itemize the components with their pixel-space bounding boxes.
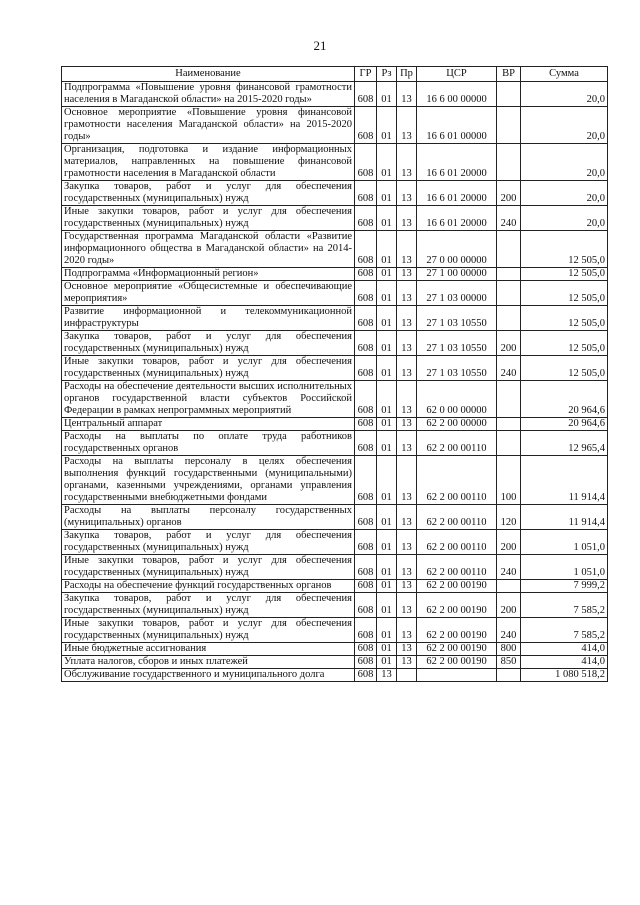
cell-rz: 01 (377, 206, 397, 231)
cell-gr: 608 (355, 306, 377, 331)
cell-rz: 01 (377, 356, 397, 381)
table-row (62, 505, 608, 530)
cell-gr: 608 (355, 580, 377, 593)
cell-csr: 62 2 00 00110 (417, 456, 497, 505)
cell-vr (497, 418, 521, 431)
header-csr: ЦСР (417, 67, 497, 82)
cell-name: Расходы на выплаты персоналу в целях обеспечения выполнения функций государственными (муниципальными) органами, казенными учреждениями, органами управления государственными внебюджетными фондами (62, 456, 355, 505)
cell-csr: 62 2 00 00190 (417, 618, 497, 643)
cell-name: Уплата налогов, сборов и иных платежей (62, 656, 355, 669)
cell-pr: 13 (397, 268, 417, 281)
cell-gr: 608 (355, 656, 377, 669)
cell-rz: 01 (377, 82, 397, 107)
cell-rz: 01 (377, 618, 397, 643)
table-row (62, 643, 608, 656)
cell-name: Центральный аппарат (62, 418, 355, 431)
table-row (62, 418, 608, 431)
cell-gr: 608 (355, 281, 377, 306)
cell-pr: 13 (397, 593, 417, 618)
cell-rz: 01 (377, 331, 397, 356)
cell-rz: 01 (377, 643, 397, 656)
cell-vr (497, 306, 521, 331)
table-body (62, 82, 608, 682)
cell-csr: 16 6 01 00000 (417, 107, 497, 144)
cell-csr: 62 2 00 00190 (417, 593, 497, 618)
header-gr: ГР (355, 67, 377, 82)
cell-name: Иные закупки товаров, работ и услуг для обеспечения государственных (муниципальных) нужд (62, 206, 355, 231)
cell-csr: 27 1 03 10550 (417, 356, 497, 381)
cell-sum: 7 585,2 (521, 593, 608, 618)
cell-sum: 12 505,0 (521, 306, 608, 331)
cell-name: Иные закупки товаров, работ и услуг для обеспечения государственных (муниципальных) нужд (62, 356, 355, 381)
cell-vr: 800 (497, 643, 521, 656)
cell-sum: 414,0 (521, 643, 608, 656)
cell-csr: 62 2 00 00000 (417, 418, 497, 431)
cell-sum: 1 080 518,2 (521, 669, 608, 682)
cell-vr (497, 669, 521, 682)
cell-gr: 608 (355, 456, 377, 505)
cell-pr: 13 (397, 181, 417, 206)
cell-sum: 12 505,0 (521, 231, 608, 268)
cell-pr: 13 (397, 381, 417, 418)
cell-csr: 27 1 03 10550 (417, 306, 497, 331)
cell-name: Закупка товаров, работ и услуг для обеспечения государственных (муниципальных) нужд (62, 530, 355, 555)
cell-vr: 120 (497, 505, 521, 530)
table-row (62, 181, 608, 206)
cell-vr: 200 (497, 331, 521, 356)
cell-vr: 100 (497, 456, 521, 505)
cell-vr (497, 82, 521, 107)
cell-pr: 13 (397, 431, 417, 456)
cell-csr: 62 2 00 00110 (417, 431, 497, 456)
cell-sum: 1 051,0 (521, 555, 608, 580)
cell-pr: 13 (397, 530, 417, 555)
cell-csr: 62 2 00 00190 (417, 643, 497, 656)
cell-rz: 01 (377, 181, 397, 206)
cell-name: Иные бюджетные ассигнования (62, 643, 355, 656)
cell-csr: 27 1 00 00000 (417, 268, 497, 281)
cell-rz: 01 (377, 281, 397, 306)
cell-gr: 608 (355, 505, 377, 530)
cell-pr (397, 669, 417, 682)
cell-pr: 13 (397, 206, 417, 231)
cell-sum: 7 999,2 (521, 580, 608, 593)
cell-csr: 62 2 00 00190 (417, 580, 497, 593)
cell-sum: 12 505,0 (521, 268, 608, 281)
cell-vr (497, 268, 521, 281)
table-row (62, 206, 608, 231)
cell-name: Закупка товаров, работ и услуг для обеспечения государственных (муниципальных) нужд (62, 593, 355, 618)
cell-vr: 850 (497, 656, 521, 669)
table-row (62, 231, 608, 268)
header-rz: Рз (377, 67, 397, 82)
cell-gr: 608 (355, 418, 377, 431)
cell-sum: 12 505,0 (521, 281, 608, 306)
cell-sum: 11 914,4 (521, 505, 608, 530)
cell-name: Государственная программа Магаданской области «Развитие информационного общества в Магаданской области» на 2014-2020 годы» (62, 231, 355, 268)
cell-rz: 01 (377, 580, 397, 593)
cell-csr: 27 1 03 10550 (417, 331, 497, 356)
table-row (62, 356, 608, 381)
cell-name: Подпрограмма «Повышение уровня финансовой грамотности населения в Магаданской области» на 2015-2020 годы» (62, 82, 355, 107)
cell-sum: 414,0 (521, 656, 608, 669)
table-row (62, 107, 608, 144)
cell-gr: 608 (355, 643, 377, 656)
cell-gr: 608 (355, 618, 377, 643)
cell-sum: 12 505,0 (521, 356, 608, 381)
cell-vr: 240 (497, 555, 521, 580)
cell-rz: 01 (377, 555, 397, 580)
cell-sum: 12 505,0 (521, 331, 608, 356)
cell-gr: 608 (355, 144, 377, 181)
table-row (62, 431, 608, 456)
cell-pr: 13 (397, 555, 417, 580)
cell-vr (497, 381, 521, 418)
cell-csr: 62 0 00 00000 (417, 381, 497, 418)
cell-vr (497, 281, 521, 306)
cell-csr: 62 2 00 00110 (417, 505, 497, 530)
cell-pr: 13 (397, 107, 417, 144)
cell-pr: 13 (397, 580, 417, 593)
cell-pr: 13 (397, 456, 417, 505)
cell-vr (497, 144, 521, 181)
cell-vr (497, 231, 521, 268)
table-row (62, 144, 608, 181)
cell-sum: 20,0 (521, 144, 608, 181)
table-row (62, 656, 608, 669)
cell-name: Закупка товаров, работ и услуг для обеспечения государственных (муниципальных) нужд (62, 331, 355, 356)
table-row (62, 268, 608, 281)
cell-name: Расходы на обеспечение деятельности высших исполнительных органов государственной власти субъектов Российской Федерации в рамках непрограммных мероприятий (62, 381, 355, 418)
cell-csr: 16 6 01 20000 (417, 181, 497, 206)
table-row (62, 593, 608, 618)
cell-csr: 62 2 00 00110 (417, 530, 497, 555)
header-name: Наименование (62, 67, 355, 82)
header-sum: Сумма (521, 67, 608, 82)
cell-vr: 200 (497, 530, 521, 555)
cell-rz: 01 (377, 381, 397, 418)
cell-rz: 01 (377, 144, 397, 181)
cell-vr: 240 (497, 206, 521, 231)
header-vr: ВР (497, 67, 521, 82)
cell-vr (497, 580, 521, 593)
cell-rz: 01 (377, 231, 397, 268)
cell-pr: 13 (397, 505, 417, 530)
cell-sum: 20,0 (521, 107, 608, 144)
cell-name: Расходы на выплаты персоналу государственных (муниципальных) органов (62, 505, 355, 530)
cell-csr: 62 2 00 00190 (417, 656, 497, 669)
cell-name: Организация, подготовка и издание информационных материалов, направленных на повышение финансовой грамотности населения в Магаданской области (62, 144, 355, 181)
page-number: 21 (313, 38, 327, 53)
cell-gr: 608 (355, 206, 377, 231)
cell-gr: 608 (355, 356, 377, 381)
cell-vr (497, 431, 521, 456)
cell-csr: 16 6 01 20000 (417, 206, 497, 231)
cell-gr: 608 (355, 107, 377, 144)
cell-vr: 240 (497, 356, 521, 381)
cell-pr: 13 (397, 356, 417, 381)
cell-sum: 12 965,4 (521, 431, 608, 456)
cell-gr: 608 (355, 268, 377, 281)
cell-pr: 13 (397, 144, 417, 181)
cell-sum: 20,0 (521, 82, 608, 107)
cell-gr: 608 (355, 669, 377, 682)
cell-sum: 20 964,6 (521, 418, 608, 431)
cell-name: Закупка товаров, работ и услуг для обеспечения государственных (муниципальных) нужд (62, 181, 355, 206)
table-header (62, 67, 608, 82)
cell-rz: 01 (377, 306, 397, 331)
cell-csr: 27 0 00 00000 (417, 231, 497, 268)
cell-gr: 608 (355, 82, 377, 107)
cell-rz: 01 (377, 431, 397, 456)
table-row (62, 555, 608, 580)
cell-pr: 13 (397, 656, 417, 669)
cell-gr: 608 (355, 530, 377, 555)
cell-gr: 608 (355, 555, 377, 580)
cell-csr: 62 2 00 00110 (417, 555, 497, 580)
cell-name: Иные закупки товаров, работ и услуг для обеспечения государственных (муниципальных) нужд (62, 555, 355, 580)
cell-sum: 20 964,6 (521, 381, 608, 418)
cell-gr: 608 (355, 331, 377, 356)
cell-csr: 16 6 01 20000 (417, 144, 497, 181)
table-row (62, 331, 608, 356)
cell-rz: 13 (377, 669, 397, 682)
cell-name: Иные закупки товаров, работ и услуг для обеспечения государственных (муниципальных) нужд (62, 618, 355, 643)
cell-pr: 13 (397, 643, 417, 656)
cell-rz: 01 (377, 268, 397, 281)
cell-name: Обслуживание государственного и муниципального долга (62, 669, 355, 682)
cell-name: Расходы на обеспечение функций государственных органов (62, 580, 355, 593)
cell-pr: 13 (397, 618, 417, 643)
table-row (62, 580, 608, 593)
cell-rz: 01 (377, 530, 397, 555)
budget-table (61, 66, 608, 682)
cell-rz: 01 (377, 418, 397, 431)
table-row (62, 381, 608, 418)
cell-sum: 20,0 (521, 181, 608, 206)
cell-pr: 13 (397, 331, 417, 356)
cell-pr: 13 (397, 306, 417, 331)
cell-rz: 01 (377, 456, 397, 505)
table-row (62, 669, 608, 682)
cell-gr: 608 (355, 181, 377, 206)
cell-gr: 608 (355, 431, 377, 456)
cell-gr: 608 (355, 381, 377, 418)
cell-vr: 240 (497, 618, 521, 643)
cell-sum: 1 051,0 (521, 530, 608, 555)
cell-sum: 11 914,4 (521, 456, 608, 505)
cell-name: Основное мероприятие «Повышение уровня финансовой грамотности населения Магаданской области» на 2015-2020 годы» (62, 107, 355, 144)
cell-gr: 608 (355, 231, 377, 268)
table-row (62, 456, 608, 505)
cell-rz: 01 (377, 505, 397, 530)
header-pr: Пр (397, 67, 417, 82)
cell-rz: 01 (377, 656, 397, 669)
table-row (62, 306, 608, 331)
cell-sum: 7 585,2 (521, 618, 608, 643)
cell-name: Подпрограмма «Информационный регион» (62, 268, 355, 281)
cell-rz: 01 (377, 107, 397, 144)
table-row (62, 530, 608, 555)
cell-pr: 13 (397, 281, 417, 306)
table-row (62, 281, 608, 306)
table-row (62, 618, 608, 643)
cell-vr: 200 (497, 593, 521, 618)
cell-csr (417, 669, 497, 682)
cell-pr: 13 (397, 231, 417, 268)
cell-vr: 200 (497, 181, 521, 206)
cell-csr: 27 1 03 00000 (417, 281, 497, 306)
table-row (62, 82, 608, 107)
cell-rz: 01 (377, 593, 397, 618)
cell-pr: 13 (397, 82, 417, 107)
cell-csr: 16 6 00 00000 (417, 82, 497, 107)
cell-name: Основное мероприятие «Общесистемные и обеспечивающие мероприятия» (62, 281, 355, 306)
cell-pr: 13 (397, 418, 417, 431)
cell-sum: 20,0 (521, 206, 608, 231)
cell-vr (497, 107, 521, 144)
cell-name: Развитие информационной и телекоммуникационной инфраструктуры (62, 306, 355, 331)
cell-gr: 608 (355, 593, 377, 618)
cell-name: Расходы на выплаты по оплате труда работников государственных органов (62, 431, 355, 456)
header-row (62, 67, 608, 82)
